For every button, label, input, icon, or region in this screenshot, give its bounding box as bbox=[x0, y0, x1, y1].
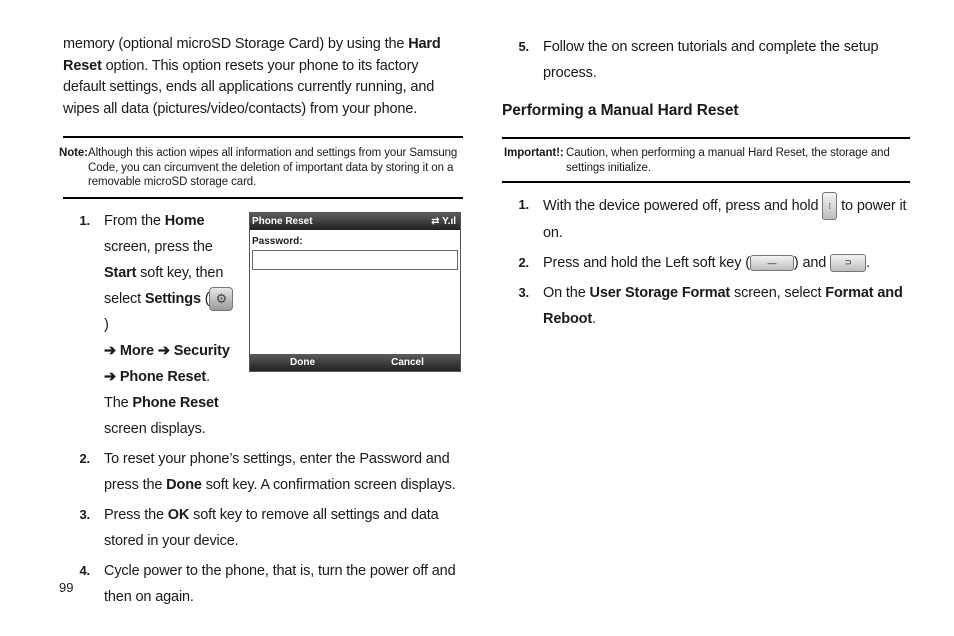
step-number: 3. bbox=[79, 506, 90, 522]
step-3 bbox=[63, 502, 463, 554]
right-column bbox=[502, 34, 910, 332]
step-bold: Done bbox=[166, 476, 202, 493]
right-step-2 bbox=[502, 250, 910, 276]
page-number: 99 bbox=[59, 580, 74, 595]
right-step-1-body bbox=[543, 192, 910, 246]
note-label: Note: bbox=[59, 147, 88, 159]
intro-paragraph bbox=[63, 34, 463, 120]
step-text: With the device powered off, press and hold bbox=[543, 197, 823, 214]
password-field[interactable] bbox=[252, 250, 458, 270]
arrow-icon: ➔ bbox=[104, 368, 116, 385]
step-bold: OK bbox=[167, 506, 190, 523]
step-text: . The bbox=[104, 368, 210, 411]
phone-reset-screenshot bbox=[249, 212, 461, 372]
step-2-body bbox=[104, 446, 463, 498]
right-step-3-body bbox=[543, 280, 910, 332]
step-text: soft key. A confirmation screen displays. bbox=[201, 476, 456, 493]
step-2 bbox=[63, 446, 463, 498]
step-number: 4. bbox=[79, 562, 90, 578]
section-heading: Performing a Manual Hard Reset bbox=[502, 102, 739, 119]
step-1-body bbox=[104, 208, 234, 442]
step-text: soft key to remove all settings and data stored in your device. bbox=[104, 506, 439, 549]
end-key-icon: ⊃ bbox=[830, 254, 866, 272]
step-text: to power it on. bbox=[543, 197, 907, 241]
step-4-body bbox=[104, 558, 463, 610]
left-soft-key-icon: — bbox=[750, 255, 794, 271]
arrow-icon: ➔ bbox=[104, 342, 116, 359]
step-3-body bbox=[104, 502, 463, 554]
done-softkey[interactable]: Done bbox=[290, 357, 315, 368]
step-5-text: Follow the on screen tutorials and complete the setup process. bbox=[543, 39, 879, 81]
step-text: From the bbox=[104, 212, 165, 229]
step-number: 1. bbox=[79, 212, 90, 228]
step-text: soft key, then select bbox=[104, 264, 224, 307]
right-step-1 bbox=[502, 192, 910, 246]
step-text: . bbox=[592, 311, 596, 327]
right-steps bbox=[502, 192, 910, 332]
step-text: To reset your phone’s settings, enter the Password and press the bbox=[104, 450, 450, 493]
step-text: Cycle power to the phone, that is, turn the power off and then on again. bbox=[104, 562, 456, 605]
step-text: ( bbox=[200, 290, 210, 307]
arrow-icon: ➔ bbox=[157, 342, 170, 359]
step-text: . bbox=[866, 255, 870, 271]
settings-icon: ⚙ bbox=[209, 287, 233, 311]
step-number: 3. bbox=[518, 285, 529, 300]
right-step-3 bbox=[502, 280, 910, 332]
signal-icon: ⇄ Y.ıl bbox=[431, 216, 456, 227]
password-label: Password: bbox=[252, 236, 303, 247]
note-text: Although this action wipes all information and settings from your Samsung Code, you can circumvent the deletion of important data by storing it on a removable microSD storage card. bbox=[88, 147, 458, 188]
step-number: 2. bbox=[79, 450, 90, 466]
important-label: Important!: bbox=[504, 147, 564, 159]
step-text: On the bbox=[543, 285, 590, 301]
step-bold: Format and Reboot bbox=[543, 285, 903, 327]
phone-title-bar bbox=[250, 213, 460, 230]
step-bold: Settings bbox=[144, 290, 201, 307]
step-bold: Phone Reset bbox=[119, 368, 207, 385]
right-step-2-body bbox=[543, 250, 910, 276]
important-box bbox=[502, 137, 910, 183]
step-number: 1. bbox=[518, 197, 529, 212]
step-bold: Security bbox=[173, 342, 230, 359]
step-text: screen, press the bbox=[104, 238, 213, 255]
step-number: 2. bbox=[518, 255, 529, 270]
step-bold: More bbox=[119, 342, 154, 359]
step-text: screen displays. bbox=[104, 420, 206, 437]
step-bold: User Storage Format bbox=[589, 285, 731, 301]
note-box bbox=[59, 136, 463, 199]
step-number: 5. bbox=[518, 39, 529, 54]
step-text: ) and bbox=[793, 255, 831, 271]
step-text: ) bbox=[104, 316, 109, 333]
phone-softkey-bar bbox=[250, 354, 460, 371]
step-4 bbox=[63, 558, 463, 610]
intro-text-2: option. This option resets your phone to its factory default settings, ends all applications currently running, and wipes all data (pictures/video/contacts) from your phone. bbox=[63, 57, 435, 117]
step-5 bbox=[502, 34, 910, 86]
cancel-softkey[interactable]: Cancel bbox=[391, 357, 424, 368]
step-bold: Home bbox=[164, 212, 205, 229]
step-text: Press the bbox=[104, 506, 168, 523]
side-key-icon: ⁝ bbox=[822, 192, 837, 220]
important-text: Caution, when performing a manual Hard Reset, the storage and settings initialize. bbox=[566, 147, 890, 174]
step-bold: Start bbox=[104, 264, 137, 281]
phone-title: Phone Reset bbox=[252, 216, 313, 227]
step-text: screen, select bbox=[730, 285, 826, 301]
step-text: Press and hold the Left soft key ( bbox=[543, 255, 750, 271]
intro-bold-hard-reset: Hard Reset bbox=[63, 36, 441, 74]
step-bold: Phone Reset bbox=[132, 394, 219, 411]
intro-text-1: memory (optional microSD Storage Card) by using the bbox=[63, 36, 409, 52]
